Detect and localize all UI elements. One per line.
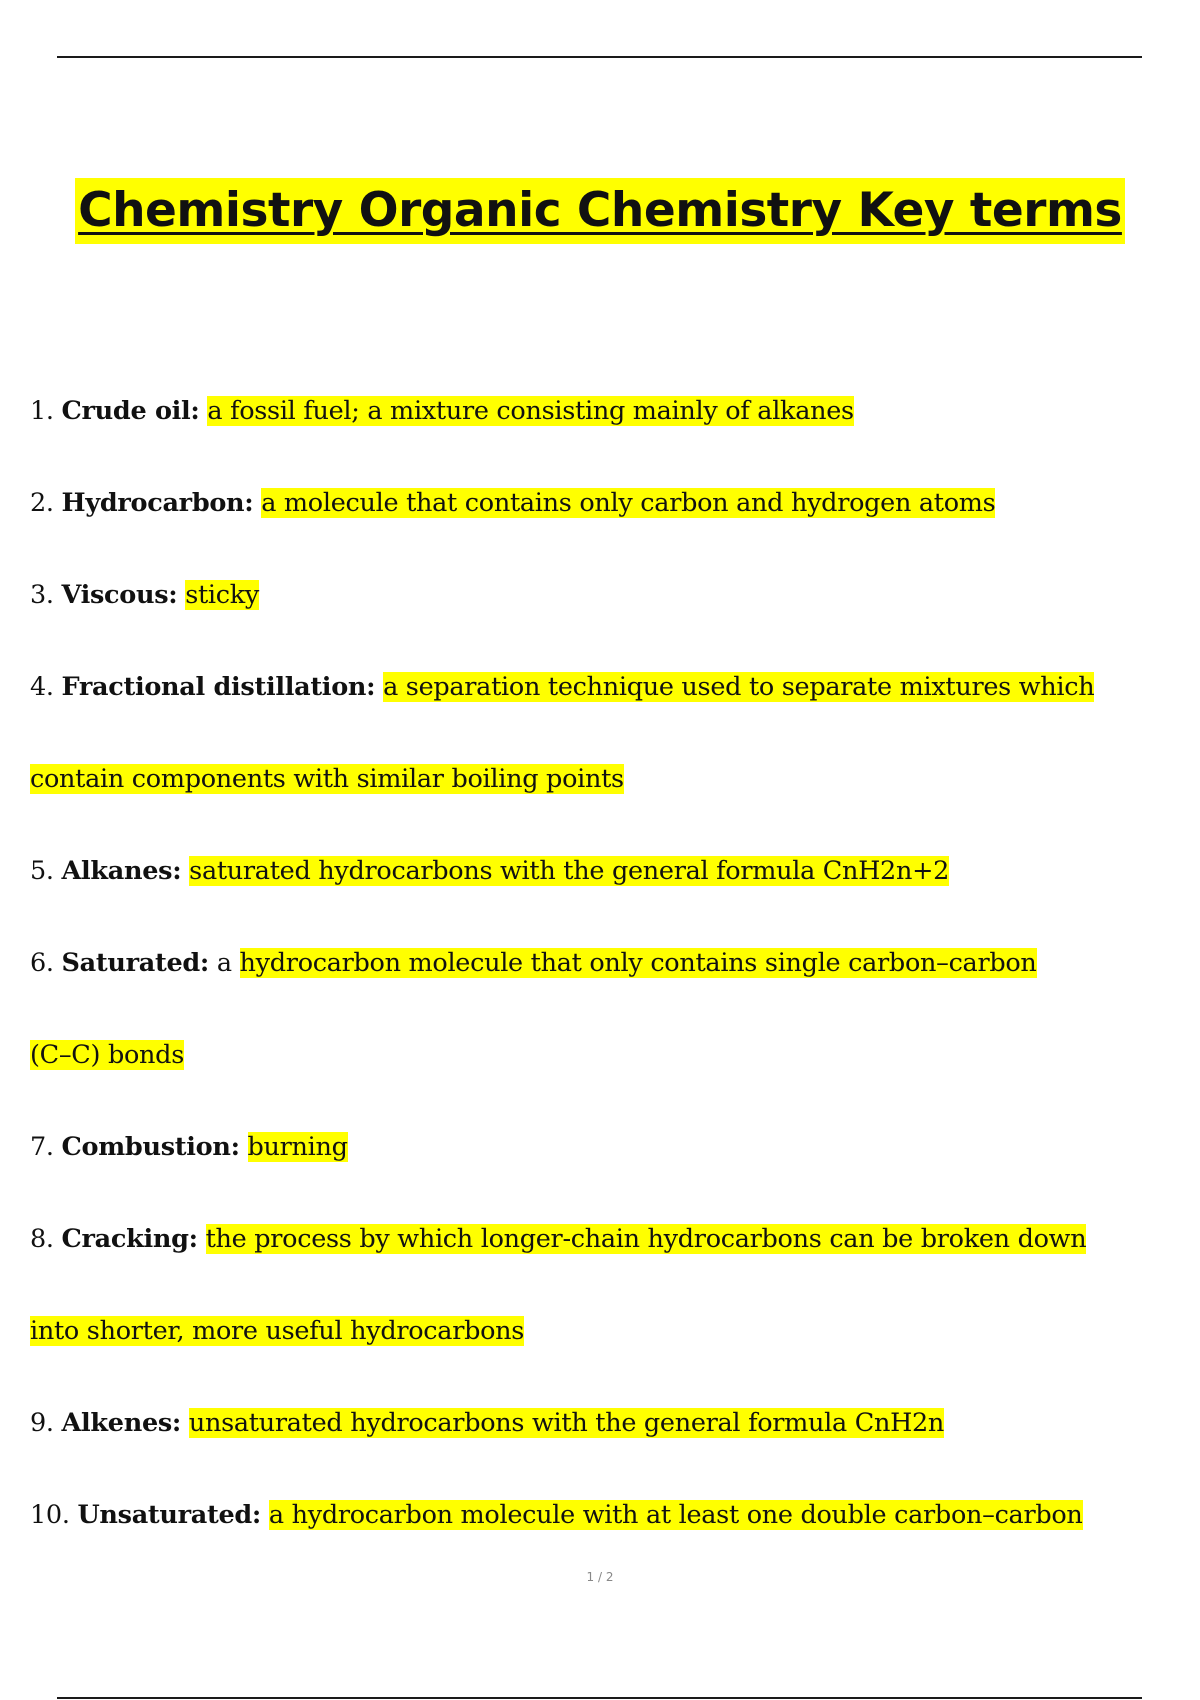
title-container bbox=[0, 178, 1200, 244]
item-term: Saturated: bbox=[61, 948, 210, 978]
item-definition: the process by which longer-chain hydrocarbons can be broken down bbox=[205, 1224, 1087, 1254]
item-term: Unsaturated: bbox=[77, 1500, 262, 1530]
item-number: 3. bbox=[30, 580, 54, 610]
list-item bbox=[30, 1127, 348, 1167]
item-number: 5. bbox=[30, 856, 54, 886]
item-number: 10. bbox=[30, 1500, 70, 1530]
item-definition: a hydrocarbon molecule with at least one double carbon–carbon bbox=[268, 1500, 1083, 1530]
item-article: a bbox=[216, 948, 232, 978]
list-item-continuation bbox=[30, 1035, 184, 1075]
item-definition-continued: (C–C) bonds bbox=[30, 1040, 184, 1070]
item-definition: a fossil fuel; a mixture consisting mainly of alkanes bbox=[207, 396, 854, 426]
item-number: 4. bbox=[30, 672, 54, 702]
item-definition: saturated hydrocarbons with the general formula CnH2n+2 bbox=[189, 856, 950, 886]
document-title: Chemistry Organic Chemistry Key terms bbox=[75, 178, 1125, 244]
item-definition: burning bbox=[247, 1132, 348, 1162]
item-term: Hydrocarbon: bbox=[61, 488, 254, 518]
list-item bbox=[30, 391, 854, 431]
item-term: Fractional distillation: bbox=[61, 672, 376, 702]
item-definition: sticky bbox=[185, 580, 260, 610]
item-definition-continued: into shorter, more useful hydrocarbons bbox=[30, 1316, 525, 1346]
page-indicator: 1 / 2 bbox=[586, 1570, 614, 1584]
item-number: 8. bbox=[30, 1224, 54, 1254]
item-definition: unsaturated hydrocarbons with the general formula CnH2n bbox=[188, 1408, 945, 1438]
list-item bbox=[30, 1219, 1086, 1259]
list-item bbox=[30, 943, 1037, 983]
list-item bbox=[30, 483, 995, 523]
list-item bbox=[30, 667, 1094, 707]
list-item bbox=[30, 1495, 1083, 1535]
item-number: 1. bbox=[30, 396, 54, 426]
item-number: 6. bbox=[30, 948, 54, 978]
item-term: Combustion: bbox=[61, 1132, 240, 1162]
item-term: Crude oil: bbox=[61, 396, 200, 426]
item-definition: hydrocarbon molecule that only contains single carbon–carbon bbox=[239, 948, 1037, 978]
item-definition: a separation technique used to separate mixtures which bbox=[383, 672, 1095, 702]
item-term: Viscous: bbox=[61, 580, 178, 610]
item-number: 9. bbox=[30, 1408, 54, 1438]
list-item bbox=[30, 851, 949, 891]
item-term: Alkenes: bbox=[61, 1408, 182, 1438]
item-number: 7. bbox=[30, 1132, 54, 1162]
list-item-continuation bbox=[30, 1311, 524, 1351]
list-item-continuation bbox=[30, 759, 624, 799]
list-item bbox=[30, 1403, 944, 1443]
list-item bbox=[30, 575, 259, 615]
header-rule bbox=[57, 56, 1142, 58]
item-definition-continued: contain components with similar boiling points bbox=[30, 764, 624, 794]
item-term: Cracking: bbox=[61, 1224, 198, 1254]
footer-rule bbox=[57, 1697, 1142, 1699]
item-number: 2. bbox=[30, 488, 54, 518]
item-definition: a molecule that contains only carbon and hydrogen atoms bbox=[261, 488, 996, 518]
item-term: Alkanes: bbox=[61, 856, 182, 886]
